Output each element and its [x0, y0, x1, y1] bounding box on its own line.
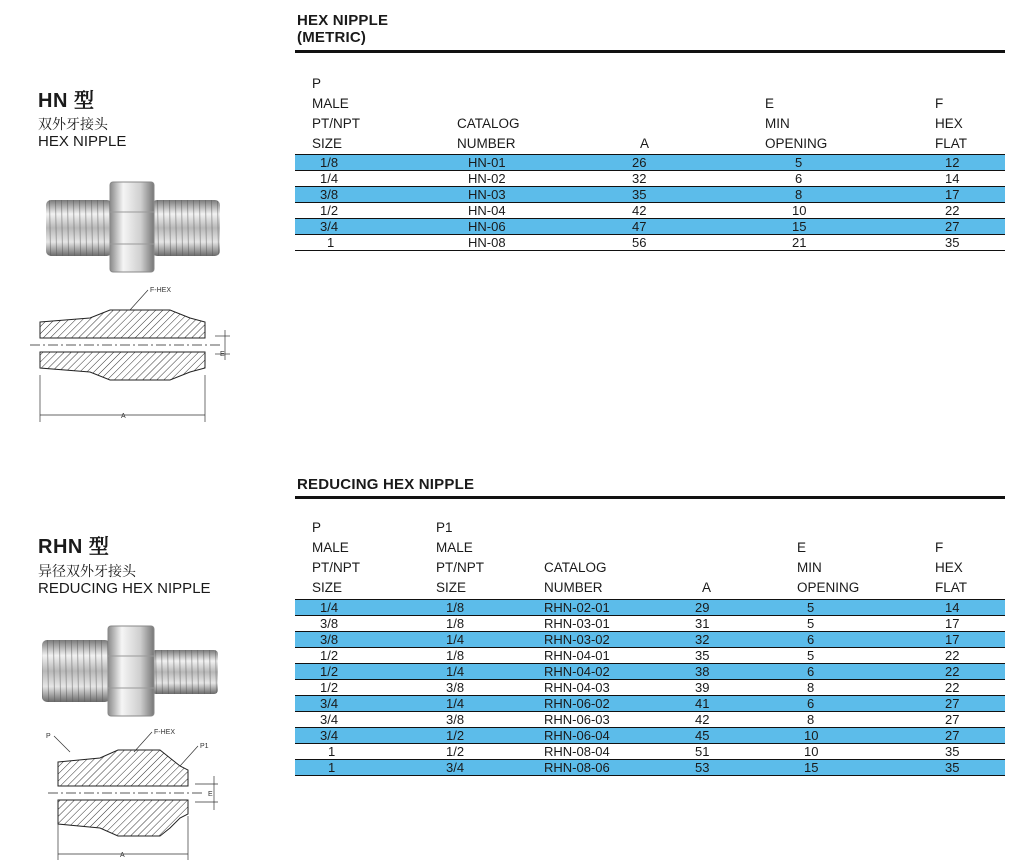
hn-a-label: A — [121, 413, 126, 420]
table-row: 1/2 1/4 RHN-04-02 38 6 22 — [295, 664, 1005, 680]
hn-header-catalog: CATALOG NUMBER — [457, 116, 520, 151]
rhn-e-label: E — [208, 791, 213, 798]
table-row: 1/4 HN-02 32 6 14 — [295, 171, 1005, 187]
table-row: 3/4 3/8 RHN-06-03 42 8 27 — [295, 712, 1005, 728]
table-row: 1/2 HN-04 42 10 22 — [295, 203, 1005, 219]
rhn-p1-label: P1 — [200, 743, 209, 750]
table-row: 1 1/2 RHN-08-04 51 10 35 — [295, 744, 1005, 760]
rhn-header-a: A — [702, 580, 712, 595]
table-row: 3/8 1/4 RHN-03-02 32 6 17 — [295, 632, 1005, 648]
rhn-model-code: RHN 型 — [38, 536, 110, 558]
rhn-header-p: P MALE PT/NPT SIZE — [312, 520, 361, 595]
table-row: 1/2 3/8 RHN-04-03 39 8 22 — [295, 680, 1005, 696]
table-row: 3/4 1/2 RHN-06-04 45 10 27 — [295, 728, 1005, 744]
rhn-drawing — [30, 724, 250, 864]
table-row: 3/4 1/4 RHN-06-02 41 6 27 — [295, 696, 1005, 712]
hn-table — [295, 154, 1005, 251]
table-row: 1/4 1/8 RHN-02-01 29 5 14 — [295, 600, 1005, 616]
hn-header-f: F HEX FLAT — [935, 96, 968, 151]
rhn-name-cn: 异径双外牙接头 — [38, 564, 136, 580]
table-row: 3/8 1/8 RHN-03-01 31 5 17 — [295, 616, 1005, 632]
table-row: 1 3/4 RHN-08-06 53 15 35 — [295, 760, 1005, 776]
hn-title-rule — [295, 50, 1005, 53]
hn-model-code: HN 型 — [38, 90, 95, 112]
table-row: 3/4 HN-06 47 15 27 — [295, 219, 1005, 235]
hn-title-line2: (METRIC) — [297, 29, 367, 46]
hn-header-a: A — [640, 136, 650, 151]
rhn-header-e: E MIN OPENING — [797, 540, 860, 595]
table-row: 1/8 HN-01 26 5 12 — [295, 155, 1005, 171]
rhn-header-catalog: CATALOG NUMBER — [544, 560, 607, 595]
rhn-a-label: A — [120, 852, 125, 859]
hn-hex-label: F-HEX — [150, 287, 171, 294]
hn-name-en: HEX NIPPLE — [38, 133, 127, 150]
hn-header-p: P MALE PT/NPT SIZE — [312, 76, 361, 151]
rhn-header-f: F HEX FLAT — [935, 540, 968, 595]
hn-e-label: E — [220, 351, 225, 358]
rhn-table — [295, 599, 1005, 776]
rhn-table-title: REDUCING HEX NIPPLE — [297, 476, 475, 493]
rhn-name-en: REDUCING HEX NIPPLE — [38, 580, 211, 597]
table-row: 1/2 1/8 RHN-04-01 35 5 22 — [295, 648, 1005, 664]
hn-table-title — [297, 12, 388, 46]
hn-title-line1: HEX NIPPLE — [297, 12, 389, 29]
table-row: 1 HN-08 56 21 35 — [295, 235, 1005, 251]
rhn-header-p1: P1 MALE PT/NPT SIZE — [436, 520, 485, 595]
hn-name-cn: 双外牙接头 — [38, 117, 108, 133]
rhn-title-rule — [295, 496, 1005, 499]
rhn-p-label: P — [46, 733, 51, 740]
rhn-product-photo — [40, 622, 222, 718]
table-row: 3/8 HN-03 35 8 17 — [295, 187, 1005, 203]
rhn-hex-label: F-HEX — [154, 729, 175, 736]
hn-product-photo — [42, 178, 224, 274]
hn-header-e: E MIN OPENING — [765, 96, 828, 151]
hn-drawing — [30, 280, 250, 430]
